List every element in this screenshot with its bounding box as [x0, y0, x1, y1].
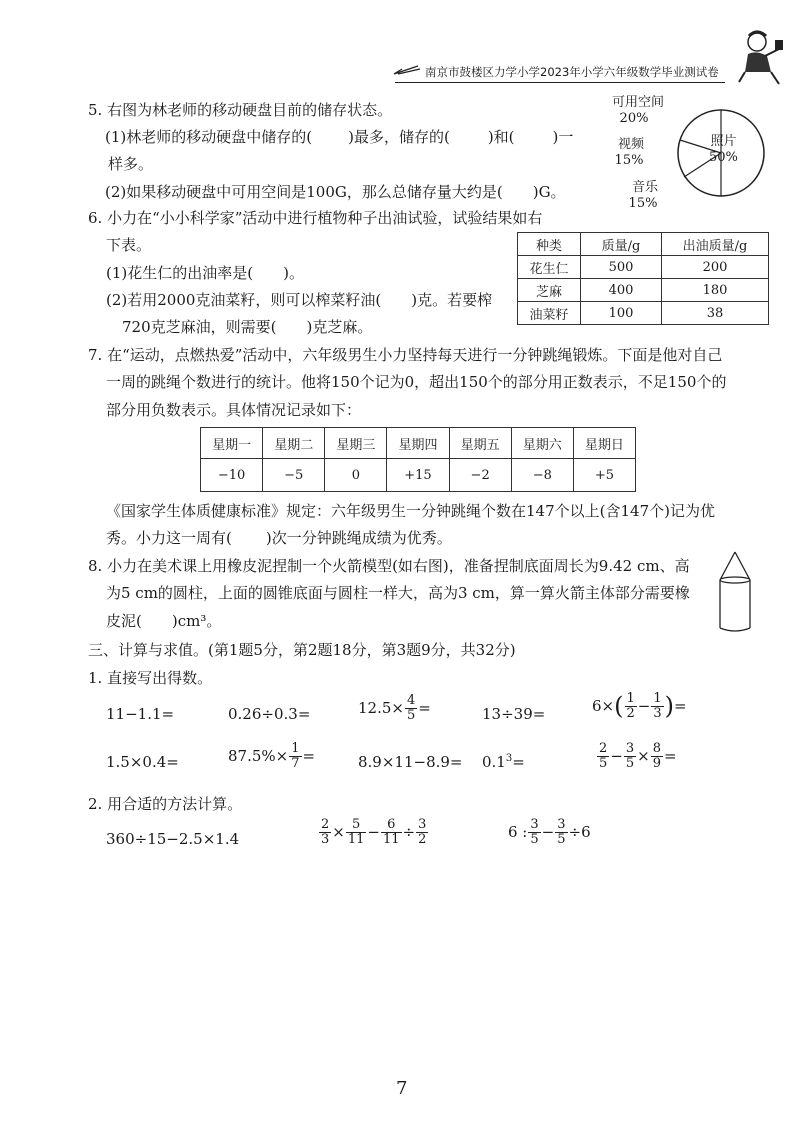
q7-line5: 秀。小力这一周有( )次一分钟跳绳成绩为优秀。	[106, 529, 452, 547]
q7-line2: 一周的跳绳个数进行的统计。他将150个记为0，超出150个的部分用正数表示，不足150个的	[106, 373, 727, 391]
calc-r2-e: $\frac{2}{5}$ − $\frac{3}{5}$ × $\frac{8}{9}$ =	[599, 741, 677, 771]
q5-line3: 样多。	[108, 155, 154, 173]
calc-r1-a: 11−1.1=	[106, 705, 175, 723]
pie-label-free: 可用空间 20%	[612, 95, 665, 126]
q5-line2: (1)林老师的移动硬盘中储存的( )最多，储存的( )和( )一	[105, 128, 574, 146]
q8-line2: 为5 cm的圆柱，上面的圆锥底面与圆柱一样大，高为3 cm，算一算火箭主体部分需要橡	[106, 584, 690, 602]
calc-r2-b: 87.5%× $\frac{1}{7}$ =	[228, 741, 316, 771]
jump-rope-table	[200, 427, 636, 492]
table-header-row	[518, 233, 769, 256]
calc-r2-c: 8.9×11−8.9=	[358, 753, 463, 771]
table-cell: −2	[449, 459, 511, 492]
mascot-icon	[735, 26, 785, 88]
q6-line1: 6. 小力在“小小科学家”活动中进行植物种子出油试验，试验结果如右	[88, 209, 543, 227]
table-row	[201, 459, 636, 492]
table-cell: 花生仁	[518, 256, 581, 279]
q8-line1: 8. 小力在美术课上用橡皮泥捏制一个火箭模型(如右图)，准备捏制底面周长为9.42 cm、高	[88, 557, 690, 575]
calc2-b: $\frac{2}{3}$ × $\frac{5}{11}$ − $\frac{6}{11}$ ÷ $\frac{3}{2}$	[321, 817, 427, 847]
table-row	[518, 256, 769, 279]
table-cell: −10	[201, 459, 263, 492]
q6-line5: 720克芝麻油，则需要( )克芝麻。	[122, 318, 373, 336]
table-cell: 500	[581, 256, 662, 279]
header-title: 南京市鼓楼区力学小学2023年小学六年级数学毕业测试卷	[425, 65, 719, 79]
calc-r1-b: 0.26÷0.3=	[228, 705, 311, 723]
pie-label-music: 音乐 15%	[628, 180, 659, 211]
section3-p2: 2. 用合适的方法计算。	[88, 795, 243, 813]
table-cell: −5	[263, 459, 325, 492]
table-header: 星期六	[511, 428, 573, 459]
table-cell: 0	[325, 459, 387, 492]
table-header-row	[201, 428, 636, 459]
table-header: 星期三	[325, 428, 387, 459]
table-header: 星期四	[387, 428, 449, 459]
table-cell: 200	[662, 256, 769, 279]
q8-line3: 皮泥( )cm³。	[106, 612, 222, 630]
table-row	[518, 279, 769, 302]
rocket-figure	[718, 550, 752, 634]
calc2-a: 360÷15−2.5×1.4	[106, 830, 240, 848]
pie-label-video: 视频 15%	[614, 137, 645, 168]
table-header: 星期一	[201, 428, 263, 459]
calc-r2-a: 1.5×0.4=	[106, 753, 179, 771]
table-cell: 油菜籽	[518, 302, 581, 325]
header-rule	[395, 82, 725, 83]
table-header: 星期二	[263, 428, 325, 459]
calc-r1-c: 12.5× $\frac{4}{5}$ =	[358, 693, 431, 723]
q7-line4: 《国家学生体质健康标准》规定：六年级男生一分钟跳绳个数在147个以上(含147个)记为优	[106, 502, 715, 520]
calc-r1-d: 13÷39=	[482, 705, 546, 723]
table-cell: 100	[581, 302, 662, 325]
calc-r1-e: 6×( $\frac{1}{2}$ − $\frac{1}{3}$ )=	[592, 691, 687, 721]
table-header: 星期日	[573, 428, 635, 459]
q6-line4: (2)若用2000克油菜籽，则可以榨菜籽油( )克。若要榨	[106, 291, 493, 309]
table-cell: 400	[581, 279, 662, 302]
q6-line3: (1)花生仁的出油率是( )。	[106, 264, 304, 282]
table-cell: −8	[511, 459, 573, 492]
calc-r2-d: $0.1^3=$	[482, 753, 525, 771]
table-header: 种类	[518, 233, 581, 256]
table-cell: 芝麻	[518, 279, 581, 302]
q5-line1: 5. 右图为林老师的移动硬盘目前的储存状态。	[88, 101, 393, 119]
q7-line3: 部分用负数表示。具体情况记录如下：	[106, 401, 362, 419]
section3-p1: 1. 直接写出得数。	[88, 669, 213, 687]
page-number: 7	[396, 1078, 408, 1099]
section3-title: 三、计算与求值。(第1题5分，第2题18分，第3题9分，共32分)	[88, 641, 516, 659]
pie-label-photo: 照片 50%	[709, 134, 738, 165]
table-cell: 180	[662, 279, 769, 302]
oil-table	[517, 232, 769, 325]
table-header: 出油质量/g	[662, 233, 769, 256]
q5-line4: (2)如果移动硬盘中可用空间是100G，那么总储存量大约是( )G。	[105, 183, 566, 201]
table-cell: 38	[662, 302, 769, 325]
calc2-c: 6 : $\frac{3}{5}$ − $\frac{3}{5}$ ÷6	[508, 817, 591, 847]
table-cell: +15	[387, 459, 449, 492]
table-header: 质量/g	[581, 233, 662, 256]
table-header: 星期五	[449, 428, 511, 459]
table-cell: +5	[573, 459, 635, 492]
table-row	[518, 302, 769, 325]
pen-icon	[392, 63, 422, 77]
q7-line1: 7. 在“运动，点燃热爱”活动中，六年级男生小力坚持每天进行一分钟跳绳锻炼。下面是他对自己	[88, 346, 723, 364]
q6-line2: 下表。	[106, 236, 152, 254]
